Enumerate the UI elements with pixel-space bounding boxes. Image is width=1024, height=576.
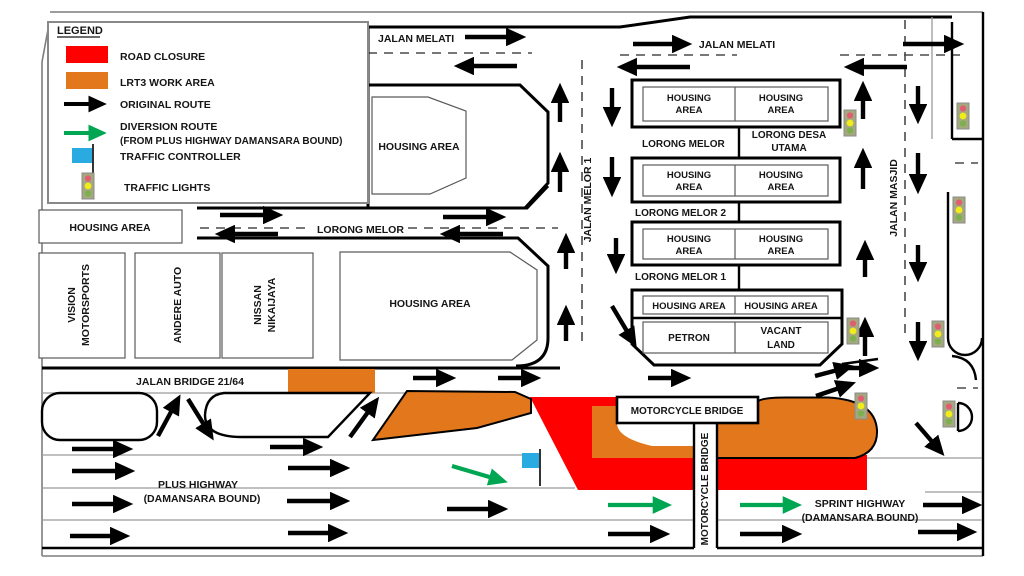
legend-title: LEGEND bbox=[57, 25, 103, 37]
legend-road-closure-swatch bbox=[66, 46, 108, 63]
area-label-vacant-line1: VACANT bbox=[760, 326, 802, 337]
road-label-jalan-bridge: JALAN BRIDGE 21/64 bbox=[136, 376, 244, 388]
area-label-vacant-line2: LAND bbox=[767, 340, 795, 351]
slip-road-curve-top bbox=[952, 356, 976, 380]
area-label-housing: HOUSING bbox=[758, 234, 804, 245]
traffic-light-icon bbox=[932, 321, 944, 347]
legend-original-route-label: ORIGINAL ROUTE bbox=[120, 99, 211, 111]
area-label-housing: AREA bbox=[675, 246, 703, 257]
legend-diversion-route-label-line1: DIVERSION ROUTE bbox=[120, 121, 218, 133]
median-island-right bbox=[205, 393, 370, 437]
area-label-housing-center: HOUSING AREA bbox=[389, 298, 471, 310]
bridge-road-north-edge-east bbox=[842, 359, 878, 364]
lrt3-work-area bbox=[288, 369, 375, 393]
road-label-jalan-melor-1: JALAN MELOR 1 bbox=[582, 157, 594, 243]
area-label-nissan-line1: NISSAN bbox=[252, 285, 264, 325]
area-label-nissan-line2: NIKAIJAYA bbox=[266, 277, 278, 333]
area-label-housing-top-center: HOUSING AREA bbox=[378, 141, 460, 153]
original-route-arrow bbox=[916, 423, 941, 452]
area-label-petron: PETRON bbox=[668, 333, 710, 344]
original-route-arrow bbox=[158, 399, 178, 436]
traffic-light-icon bbox=[943, 401, 955, 427]
area-label-housing: AREA bbox=[767, 246, 795, 257]
area-label-housing: AREA bbox=[767, 182, 795, 193]
road-label-lorong-melor-right: LORONG MELOR bbox=[642, 139, 725, 150]
area-label-housing: HOUSING AREA bbox=[744, 301, 818, 312]
flag-cloth bbox=[72, 148, 92, 163]
legend-traffic-controller-label: TRAFFIC CONTROLLER bbox=[120, 151, 241, 163]
legend-diversion-route-label-line2: (FROM PLUS HIGHWAY DAMANSARA BOUND) bbox=[120, 136, 343, 147]
traffic-light-icon bbox=[847, 318, 859, 344]
median-island-left bbox=[42, 393, 157, 440]
traffic-light-icon bbox=[844, 110, 856, 136]
area-label-housing: AREA bbox=[675, 182, 703, 193]
area-label-vision-line2: MOTORSPORTS bbox=[80, 263, 92, 347]
road-label-sprint-highway-line2: (DAMANSARA BOUND) bbox=[801, 512, 919, 524]
road-label-lorong-melor-1: LORONG MELOR 1 bbox=[635, 272, 727, 283]
road-label-plus-highway-line2: (DAMANSARA BOUND) bbox=[143, 493, 261, 505]
area-label-andere-auto: ANDERE AUTO bbox=[172, 266, 184, 344]
area-label-housing: AREA bbox=[675, 105, 703, 116]
road-label-lorong-melor-2: LORONG MELOR 2 bbox=[635, 208, 727, 219]
legend bbox=[48, 22, 368, 203]
legend-work-area-swatch bbox=[66, 72, 108, 89]
road-label-motorcycle-bridge-vertical: MOTORCYCLE BRIDGE bbox=[700, 432, 711, 546]
road-closure-area bbox=[617, 458, 694, 490]
road-label-jalan-masjid: JALAN MASJID bbox=[888, 159, 900, 237]
area-label-housing: HOUSING AREA bbox=[652, 301, 726, 312]
lrt3-work-area bbox=[373, 391, 531, 440]
traffic-light-icon bbox=[855, 393, 867, 419]
diversion-route-arrow bbox=[452, 466, 503, 481]
closure-work-layer bbox=[288, 369, 877, 490]
slip-road-curve-bottom bbox=[958, 403, 972, 431]
traffic-controller-flag-icon bbox=[522, 449, 540, 486]
original-route-arrow bbox=[816, 384, 851, 396]
area-label-housing: HOUSING bbox=[758, 93, 804, 104]
traffic-light-icon bbox=[957, 103, 969, 129]
road-label-plus-highway-line1: PLUS HIGHWAY bbox=[157, 479, 239, 491]
area-label-housing: HOUSING bbox=[666, 170, 712, 181]
area-label-housing: HOUSING bbox=[666, 93, 712, 104]
road-label-lorong-desa-utama-line2: UTAMA bbox=[771, 143, 807, 154]
traffic-light-icon bbox=[953, 197, 965, 223]
legend-road-closure-label: ROAD CLOSURE bbox=[120, 51, 206, 63]
road-label-sprint-highway-line1: SPRINT HIGHWAY bbox=[814, 498, 906, 510]
area-label-housing: AREA bbox=[767, 105, 795, 116]
area-label-housing-left: HOUSING AREA bbox=[69, 222, 151, 234]
jalan-melati-north-edge bbox=[368, 17, 952, 27]
road-label-motorcycle-bridge: MOTORCYCLE BRIDGE bbox=[630, 406, 744, 417]
road-label-jalan-melati-west: JALAN MELATI bbox=[378, 33, 455, 45]
road-closure-area bbox=[717, 455, 867, 490]
original-route-arrow bbox=[815, 367, 849, 376]
legend-work-area-label: LRT3 WORK AREA bbox=[120, 77, 215, 89]
flag-cloth bbox=[522, 453, 539, 468]
legend-traffic-lights-label: TRAFFIC LIGHTS bbox=[124, 182, 211, 194]
road-label-lorong-desa-utama-line1: LORONG DESA bbox=[751, 130, 827, 141]
road-label-jalan-melati-east: JALAN MELATI bbox=[698, 39, 776, 51]
area-label-vision-line1: VISION bbox=[66, 287, 78, 323]
original-route-arrow bbox=[350, 401, 376, 437]
road-label-lorong-melor: LORONG MELOR bbox=[317, 224, 404, 236]
legend-traffic-light-icon bbox=[82, 173, 94, 199]
area-label-housing: HOUSING bbox=[758, 170, 804, 181]
area-label-housing: HOUSING bbox=[666, 234, 712, 245]
